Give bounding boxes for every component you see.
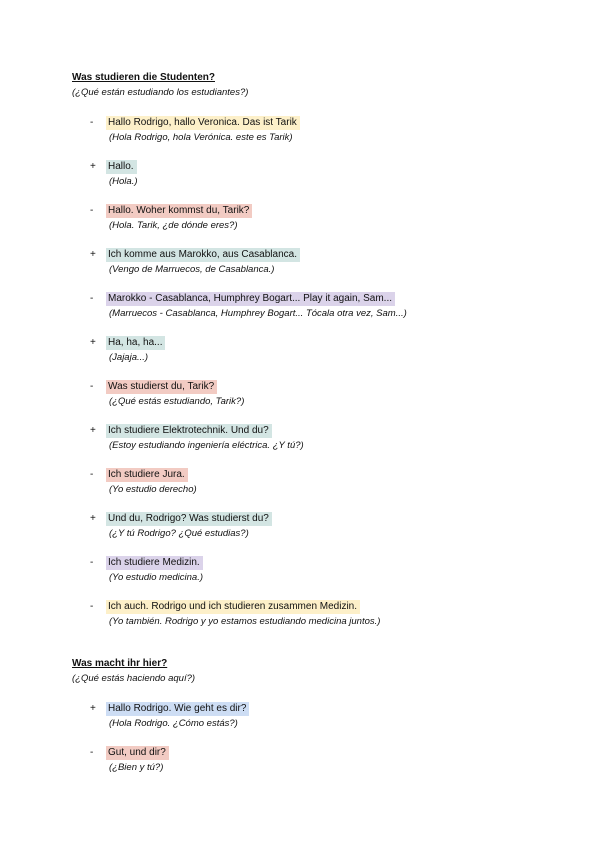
line-marker: + (90, 161, 96, 172)
line-marker: - (90, 205, 94, 216)
german-text: Gut, und dir? (106, 746, 169, 760)
line-marker: - (90, 293, 94, 304)
german-text: Und du, Rodrigo? Was studierst du? (106, 512, 272, 526)
line-marker: + (90, 703, 96, 714)
spanish-translation: (Jajaja...) (109, 352, 149, 363)
spanish-translation: (Yo también. Rodrigo y yo estamos estudiando medicina juntos.) (109, 616, 381, 627)
spanish-translation: (Hola.) (109, 176, 138, 187)
german-text: Ha, ha, ha... (106, 336, 165, 350)
german-text: Hallo Rodrigo, hallo Veronica. Das ist Tarik (106, 116, 300, 130)
german-text: Ich studiere Jura. (106, 468, 188, 482)
spanish-translation: (Yo estudio derecho) (109, 484, 197, 495)
german-text: Ich auch. Rodrigo und ich studieren zusammen Medizin. (106, 600, 360, 614)
german-text: Hallo. (106, 160, 137, 174)
line-marker: - (90, 557, 94, 568)
spanish-translation: (Marruecos - Casablanca, Humphrey Bogart... Tócala otra vez, Sam...) (109, 308, 407, 319)
spanish-translation: (¿Qué estás estudiando, Tarik?) (109, 396, 245, 407)
spanish-translation: (Hola Rodrigo. ¿Cómo estás?) (109, 718, 238, 729)
german-text: Hallo. Woher kommst du, Tarik? (106, 204, 252, 218)
line-marker: - (90, 381, 94, 392)
german-text: Hallo Rodrigo. Wie geht es dir? (106, 702, 249, 716)
spanish-translation: (Vengo de Marruecos, de Casablanca.) (109, 264, 275, 275)
spanish-translation: (¿Bien y tú?) (109, 762, 164, 773)
spanish-translation: (¿Y tú Rodrigo? ¿Qué estudias?) (109, 528, 249, 539)
spanish-translation: (Hola. Tarik, ¿de dónde eres?) (109, 220, 238, 231)
spanish-translation: (Yo estudio medicina.) (109, 572, 203, 583)
line-marker: + (90, 249, 96, 260)
german-text: Ich studiere Medizin. (106, 556, 203, 570)
line-marker: - (90, 601, 94, 612)
section-title: Was studieren die Studenten? (72, 72, 215, 83)
line-marker: - (90, 469, 94, 480)
section-subtitle: (¿Qué están estudiando los estudiantes?) (72, 87, 249, 98)
line-marker: + (90, 513, 96, 524)
section-subtitle: (¿Qué estás haciendo aquí?) (72, 673, 196, 684)
line-marker: - (90, 747, 94, 758)
german-text: Marokko - Casablanca, Humphrey Bogart... Play it again, Sam... (106, 292, 395, 306)
german-text: Ich studiere Elektrotechnik. Und du? (106, 424, 272, 438)
german-text: Ich komme aus Marokko, aus Casablanca. (106, 248, 300, 262)
spanish-translation: (Hola Rodrigo, hola Verónica. este es Tarik) (109, 132, 293, 143)
section-title: Was macht ihr hier? (72, 658, 168, 669)
line-marker: + (90, 425, 96, 436)
line-marker: - (90, 117, 94, 128)
line-marker: + (90, 337, 96, 348)
german-text: Was studierst du, Tarik? (106, 380, 217, 394)
spanish-translation: (Estoy estudiando ingeniería eléctrica. ¿Y tú?) (109, 440, 304, 451)
